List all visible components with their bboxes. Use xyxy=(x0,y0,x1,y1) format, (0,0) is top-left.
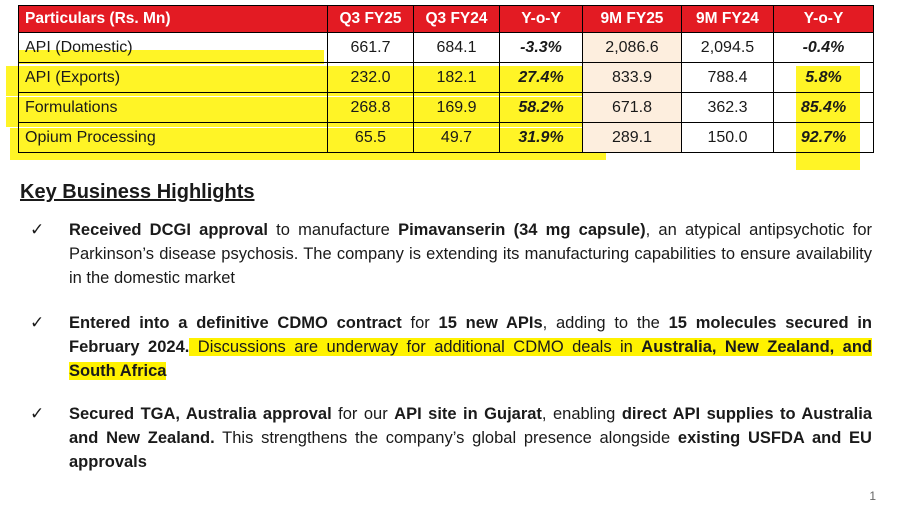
check-icon: ✓ xyxy=(30,313,45,332)
text-phrase: for our xyxy=(331,405,395,423)
cell-9mfy25: 833.9 xyxy=(583,63,682,93)
header-q3fy25: Q3 FY25 xyxy=(328,6,414,33)
cell-9m-yoy: 5.8% xyxy=(774,63,874,93)
table-row xyxy=(19,33,874,63)
bold-phrase: Secured TGA, Australia approval xyxy=(69,405,332,423)
highlight-text xyxy=(69,311,872,383)
bold-phrase: 15 molecules secured in February 2024. xyxy=(69,314,872,356)
cell-9mfy24: 150.0 xyxy=(682,123,774,153)
highlighted-bold-phrase: Australia, New Zealand, and South Africa xyxy=(69,338,872,380)
cell-9mfy25: 2,086.6 xyxy=(583,33,682,63)
highlight-text xyxy=(69,402,872,474)
text-phrase: , enabling xyxy=(541,405,622,423)
bold-phrase: 15 new APIs xyxy=(438,314,543,332)
cell-q3fy24: 182.1 xyxy=(414,63,500,93)
cell-q3fy25: 268.8 xyxy=(328,93,414,123)
header-9mfy25: 9M FY25 xyxy=(583,6,682,33)
cell-q3fy24: 684.1 xyxy=(414,33,500,63)
text-phrase: for xyxy=(401,314,439,332)
cell-9mfy24: 362.3 xyxy=(682,93,774,123)
cell-q3-yoy: 31.9% xyxy=(500,123,583,153)
row-label: Opium Processing xyxy=(19,123,328,153)
header-q3-yoy: Y-o-Y xyxy=(500,6,583,33)
bold-phrase: API site in Gujarat xyxy=(394,405,542,423)
table-row xyxy=(19,123,874,153)
table-row xyxy=(19,93,874,123)
cell-q3fy25: 65.5 xyxy=(328,123,414,153)
bold-phrase: Entered into a definitive CDMO contract xyxy=(69,314,402,332)
cell-q3-yoy: -3.3% xyxy=(500,33,583,63)
table-row xyxy=(19,63,874,93)
financial-table xyxy=(18,5,874,153)
header-9mfy24: 9M FY24 xyxy=(682,6,774,33)
cell-q3fy25: 661.7 xyxy=(328,33,414,63)
cell-9m-yoy: -0.4% xyxy=(774,33,874,63)
row-label: API (Domestic) xyxy=(19,33,328,63)
cell-9mfy25: 671.8 xyxy=(583,93,682,123)
cell-q3fy25: 232.0 xyxy=(328,63,414,93)
text-phrase: , adding to the xyxy=(542,314,669,332)
bold-phrase: direct API supplies to Australia and New Zealand. xyxy=(69,405,872,447)
text-phrase: to manufacture xyxy=(267,221,399,239)
check-icon: ✓ xyxy=(30,404,45,423)
cell-9m-yoy: 85.4% xyxy=(774,93,874,123)
text-phrase: , an atypical antipsychotic for Parkinson’s disease psychosis. The company is extending its manufacturing capabilities to ensure availability in the domestic market xyxy=(69,221,872,287)
section-title: Key Business Highlights xyxy=(20,181,255,203)
highlight-text xyxy=(69,218,872,290)
page-number: 1 xyxy=(869,489,876,503)
financial-table-wrapper xyxy=(18,5,873,153)
header-q3fy24: Q3 FY24 xyxy=(414,6,500,33)
cell-q3fy24: 49.7 xyxy=(414,123,500,153)
bold-phrase: Pimavanserin (34 mg capsule) xyxy=(398,221,646,239)
cell-9mfy24: 788.4 xyxy=(682,63,774,93)
cell-9mfy25: 289.1 xyxy=(583,123,682,153)
cell-q3-yoy: 27.4% xyxy=(500,63,583,93)
cell-q3fy24: 169.9 xyxy=(414,93,500,123)
text-phrase: This strengthens the company’s global presence alongside xyxy=(214,429,678,447)
bold-phrase: existing USFDA and EU approvals xyxy=(69,429,872,471)
row-label: API (Exports) xyxy=(19,63,328,93)
header-9m-yoy: Y-o-Y xyxy=(774,6,874,33)
cell-q3-yoy: 58.2% xyxy=(500,93,583,123)
row-label: Formulations xyxy=(19,93,328,123)
cell-9mfy24: 2,094.5 xyxy=(682,33,774,63)
table-header-row xyxy=(19,6,874,33)
bold-phrase: Received DCGI approval xyxy=(69,221,268,239)
check-icon: ✓ xyxy=(30,220,45,239)
highlighted-phrase: Discussions are underway for additional CDMO deals in xyxy=(189,338,642,356)
cell-9m-yoy: 92.7% xyxy=(774,123,874,153)
header-particulars: Particulars (Rs. Mn) xyxy=(19,6,328,33)
